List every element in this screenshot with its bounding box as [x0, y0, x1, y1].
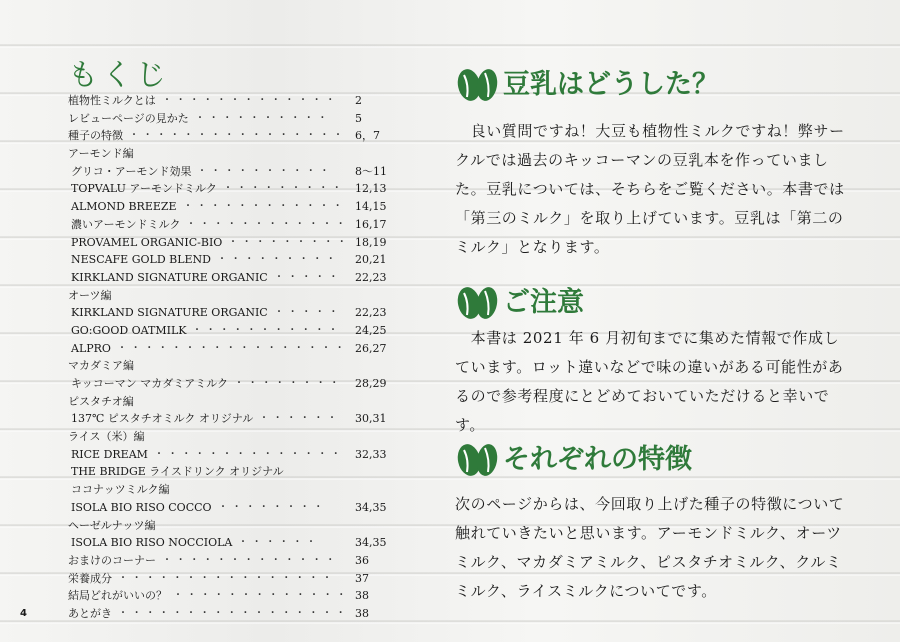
toc-entry [68, 92, 398, 110]
toc-leader-dots: ・・・・・・・・ [218, 501, 327, 513]
toc-entry-label: キッコーマン マカダミアミルク [71, 377, 229, 390]
leaf-pair-icon [455, 442, 499, 478]
toc-entry-label: RICE DREAM [71, 447, 148, 461]
toc-entry-label: 濃いアーモンドミルク [71, 217, 181, 231]
toc-entry-label: 結局どれがいいの？ [68, 589, 167, 603]
toc-entry-label: ライス（米）編 [68, 430, 145, 444]
toc-entry-label: 種子の特徴 [68, 129, 123, 143]
toc-entry-label: 137℃ ピスタチオミルク オリジナル [71, 412, 254, 426]
toc-entry [68, 110, 398, 128]
toc-leader-dots: ・・・・・・・・・・ [197, 165, 333, 177]
toc-entry [68, 552, 398, 570]
toc-entry-label: アーモンド編 [68, 147, 134, 161]
toc-entry-page: 6，7 [355, 129, 380, 143]
leaf-pair-icon [455, 67, 499, 103]
toc-entry-page: 22,23 [355, 270, 387, 284]
toc-leader-dots: ・・・・・・・・・・・・・・ [154, 448, 345, 460]
page-number: 4 [20, 608, 27, 619]
toc-entry-label: TOPVALU アーモンドミルク [71, 182, 217, 196]
section-body: 良い質問ですね！大豆も植物性ミルクですね！弊サークルでは過去のキッコーマンの豆乳本を作っていました。豆乳については、そちらをご覧ください。本書では「第三のミルク」を取り上げています。豆乳は「第二のミルク」となります。 [455, 122, 845, 256]
toc-entry [68, 534, 398, 552]
toc-entry-label: グリコ・アーモンド効果 [71, 164, 192, 178]
toc-leader-dots: ・・・・・ [274, 307, 342, 319]
toc-title: もくじ [68, 58, 170, 93]
toc-entry-page: 32,33 [355, 447, 387, 461]
toc-entry [68, 587, 398, 605]
toc-entry-label: ISOLA BIO RISO COCCO [71, 500, 212, 514]
toc-entry-page: 38 [355, 589, 369, 603]
toc-entry-page: 37 [355, 571, 369, 585]
toc-entry-label: ALPRO [71, 341, 111, 355]
toc-entry [68, 322, 398, 340]
toc-entry-page: 36 [355, 553, 369, 567]
toc-entry [68, 127, 398, 145]
toc-entry [68, 251, 398, 269]
toc-entry [68, 357, 398, 375]
toc-leader-dots: ・・・・・・・・・・・・ [183, 201, 347, 213]
toc-entry [68, 428, 398, 446]
toc-entry [68, 517, 398, 535]
toc-entry [68, 304, 398, 322]
toc-entry [68, 163, 398, 181]
toc-leader-dots: ・・・・・ [274, 271, 342, 283]
toc-entry-page: 26,27 [355, 341, 387, 355]
toc-entry [68, 463, 398, 481]
toc-leader-dots: ・・・・・・・・・・・・・・・・ [118, 572, 336, 584]
table-of-contents [68, 92, 398, 623]
section-title: ご注意 [503, 287, 584, 318]
toc-entry [68, 570, 398, 588]
toc-leader-dots: ・・・・・・ [259, 413, 341, 425]
toc-entry-label: KIRKLAND SIGNATURE ORGANIC [71, 270, 268, 284]
toc-entry-page: 16,17 [355, 217, 387, 231]
toc-entry-page: 38 [355, 606, 369, 620]
toc-entry-label: レビューページの見かた [68, 111, 189, 125]
toc-entry-label: オーツ編 [68, 288, 112, 302]
toc-entry-page: 34,35 [355, 500, 387, 514]
toc-leader-dots: ・・・・・・・・・ [228, 236, 351, 248]
toc-leader-dots: ・・・・・・・・・ [223, 183, 346, 195]
toc-entry [68, 216, 398, 234]
toc-entry-label: ALMOND BREEZE [71, 200, 177, 214]
toc-leader-dots: ・・・・・・・・・・・ [192, 324, 342, 336]
toc-entry-label: ISOLA BIO RISO NOCCIOLA [71, 536, 233, 550]
toc-entry-label: あとがき [68, 606, 112, 620]
toc-leader-dots: ・・・・・・・・ [234, 378, 343, 389]
toc-entry-label: PROVAMEL ORGANIC-BIO [71, 235, 223, 249]
toc-leader-dots: ・・・・・・・・・・・・・ [173, 590, 350, 602]
toc-leader-dots: ・・・・・・・・・・・・・ [162, 554, 339, 566]
toc-entry-page: 34,35 [355, 536, 387, 550]
toc-entry-label: KIRKLAND SIGNATURE ORGANIC [71, 306, 268, 320]
toc-entry-label: 栄養成分 [68, 571, 112, 585]
toc-entry [68, 234, 398, 252]
toc-leader-dots: ・・・・・・ [238, 537, 320, 549]
toc-leader-dots: ・・・・・・・・・ [217, 254, 340, 266]
toc-entry [68, 180, 398, 198]
toc-entry [68, 145, 398, 163]
leaf-pair-icon [455, 285, 499, 321]
toc-entry-label: THE BRIDGE ライスドリンク オリジナル [71, 465, 284, 479]
toc-entry-page: 30,31 [355, 412, 387, 426]
toc-leader-dots: ・・・・・・・・・・・・・・・・・ [117, 342, 349, 354]
toc-entry-label: ピスタチオ編 [68, 394, 134, 408]
toc-entry-label: おまけのコーナー [68, 553, 156, 567]
toc-leader-dots: ・・・・・・・・・・・・・・・・・ [118, 607, 350, 619]
toc-leader-dots: ・・・・・・・・・・・・ [186, 218, 350, 230]
section-body: 次のページからは、今回取り上げた種子の特徴について触れていきたいと思います。アーモンドミルク、オーツミルク、マカダミアミルク、ピスタチオミルク、クルミミルク、ライスミルクについてです。 [455, 495, 845, 600]
toc-entry-page: 28,29 [355, 377, 387, 390]
toc-leader-dots: ・・・・・・・・・・・・・ [162, 95, 339, 106]
toc-entry-page: 18,19 [355, 235, 387, 249]
toc-entry-label: ココナッツミルク編 [71, 483, 170, 497]
toc-leader-dots: ・・・・・・・・・・ [195, 112, 331, 124]
toc-entry-label: マカダミア編 [68, 359, 134, 373]
toc-entry-page: 20,21 [355, 253, 387, 267]
toc-entry-label: NESCAFE GOLD BLEND [71, 253, 211, 267]
toc-entry [68, 499, 398, 517]
toc-entry-page: 24,25 [355, 323, 387, 337]
toc-entry-label: 植物性ミルクとは [68, 94, 156, 107]
toc-entry [68, 410, 398, 428]
section-title: 豆乳はどうした？ [503, 69, 719, 100]
section-body: 本書は 2021 年 6 月初旬までに集めた情報で作成しています。ロット違いなどで味の違いがある可能性があるので参考程度にとどめておいていただけると幸いです。 [455, 329, 844, 434]
toc-entry-page: 22,23 [355, 306, 387, 320]
toc-entry [68, 605, 398, 623]
toc-entry-page: 2 [355, 94, 362, 107]
toc-entry [68, 375, 398, 393]
toc-entry [68, 287, 398, 305]
toc-entry-label: GO:GOOD OATMILK [71, 323, 187, 337]
toc-entry-page: 8～11 [355, 164, 387, 178]
toc-entry [68, 269, 398, 287]
toc-leader-dots: ・・・・・・・・・・・・・・・・ [129, 130, 347, 142]
section-title: それぞれの特徴 [503, 444, 692, 475]
toc-entry-page: 14,15 [355, 200, 387, 214]
toc-entry [68, 481, 398, 499]
toc-entry-page: 5 [355, 111, 362, 125]
toc-entry-page: 12,13 [355, 182, 387, 196]
toc-entry [68, 446, 398, 464]
toc-entry-label: ヘーゼルナッツ編 [68, 518, 156, 532]
toc-entry [68, 340, 398, 358]
toc-entry [68, 198, 398, 216]
toc-entry [68, 393, 398, 411]
